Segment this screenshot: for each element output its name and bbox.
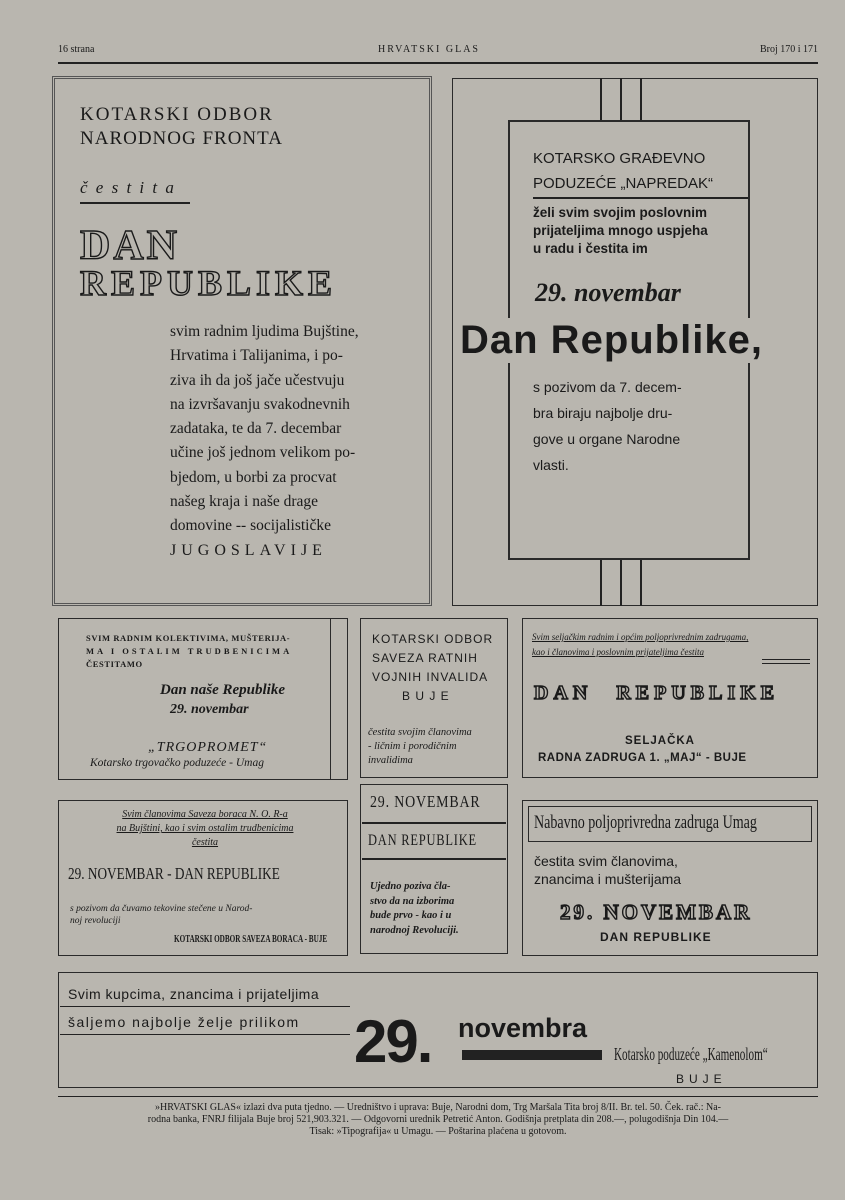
umag-line: čestita svim članovima, [534,853,678,869]
borci-script [68,808,342,850]
invalida-org-line: VOJNIH INVALIDA [372,670,489,684]
kamenolom-company: Kotarsko poduzeće „Kamenolom“ [614,1044,768,1064]
maj-org2: RADNA ZADRUGA 1. „MAJ“ - BUJE [538,752,747,764]
page-number: 16 strana [58,44,95,55]
fronta-body-line: učine još jednom velikom po- [170,444,356,462]
kamenolom-bar [462,1050,602,1060]
trgopromet-company: „TRGOPROMET“ [148,740,268,755]
trgopromet-top-line: MA I OSTALIM TRUDBENICIMA [86,646,293,656]
fronta-body-line: JUGOSLAVIJE [170,541,327,559]
invalida-org-line: KOTARSKI ODBOR [372,632,494,646]
page-header [58,44,818,62]
fronta-org-line2: NARODNOG FRONTA [80,128,283,149]
kamenolom-month: novembra [458,1013,588,1043]
fronta-body-line: Hrvatima i Talijanima, i po- [170,347,343,365]
borci-call-line: s pozivom da čuvamo tekovine stečene u Narod- [70,904,253,914]
invalida-end-line: stvo da na izborima [370,895,455,907]
fronta-body-line: na izvršavanju svakodnevnih [170,395,350,413]
borci-call [70,903,340,927]
umag-date: 29. NOVEMBAR [560,900,753,924]
umag-name: Nabavno poljoprivredna zadruga Umag [534,812,757,833]
fronta-dan: DAN [80,223,180,269]
footer-line: »HRVATSKI GLAS« izlazi dva puta tjedno. — Uredništvo i uprava: Buje, Narodni dom, Trg Maršala Tita broj 8/II. Br. tel. 50. Ček. rač.: Na- [155,1102,721,1113]
maj-script [532,630,812,660]
kamenolom-number: 29. [354,1008,432,1075]
umag-line: znancima i mušterijama [534,871,682,887]
footer-line: Tisak: »Tipografija« u Umagu. — Poštarina plaćena u gotovom. [309,1126,567,1137]
maj-script-line: kao i članovima i poslovnim prijateljima čestita [532,647,704,657]
invalida-end-line: narodnoj Revoluciji. [370,924,459,936]
napredak-big: Dan Republike, [460,318,763,362]
umag-dan: DAN REPUBLIKE [600,930,712,944]
fronta-body-line: svim radnim ljudima Bujštine, [170,323,359,340]
trgopromet-top-line: ČESTITAMO [86,659,143,669]
trgopromet-top [86,632,326,671]
footer-line: rodna banka, FNRJ filijala Buje broj 521,903.321. — Odgovorni urednik Petretić Anton. Godišnja pretplata din 208.—, polugodišnja Din 104.— [147,1114,729,1125]
fronta-congrats: č e s t i t a [80,178,176,197]
maj-org1: SELJAČKA [625,735,695,747]
invalida-org [372,630,502,706]
trgopromet-top-line: SVIM RADNIM KOLEKTIVIMA, MUŠTERIJA- [86,633,291,643]
invalida-org-line: SAVEZA RATNIH [372,651,478,665]
napredak-wish-line: u radu i čestita im [533,241,648,256]
borci-script-line: čestita [191,837,219,848]
fronta-rule [80,202,190,204]
napredak-call-line: s pozivom da 7. decem- [533,379,682,395]
borci-call-line: noj revoluciji [70,916,121,926]
napredak-wish [533,204,753,258]
napredak-name-line1: KOTARSKO GRAĐEVNO [533,150,706,167]
fronta-body-line: ziva ih da još jače učestvuju [170,371,345,389]
invalida-org-line: B U J E [402,689,450,703]
borci-signature: KOTARSKI ODBOR SAVEZA BORACA - BUJE [174,934,328,945]
fronta-body-line: domovine -- socijalističke [170,517,331,535]
borci-script-line: Svim članovima Saveza boraca N. O. R-a [122,809,288,820]
napredak-name-line2: PODUZEĆE „NAPREDAK“ [533,175,714,192]
umag-lines [534,852,804,888]
issue-number: Broj 170 i 171 [759,44,818,55]
invalida-script [368,726,504,768]
maj-script-line: Svim seljačkim radnim i općim poljoprivrednim zadrugama, [532,632,749,642]
fronta-body [170,320,400,563]
napredak-wish-line: želi svim svojim poslovnim [533,205,708,220]
kamenolom-line2: šaljemo najbolje želje prilikom [68,1014,300,1030]
invalida-script-line: čestita svojim članovima [368,727,472,738]
napredak-call-line: gove u organe Narodne [533,431,681,447]
invalida-script-line: - ličnim i porodičnim [368,741,457,752]
invalida-end [370,880,506,938]
maj-dan-republike: DAN REPUBLIKE [534,682,780,704]
fronta-body-line: našeg kraja i naše drage [170,493,319,511]
kamenolom-line1: Svim kupcima, znancima i prijateljima [68,986,320,1002]
borci-headline: 29. NOVEMBAR - DAN REPUBLIKE [68,864,280,883]
kamenolom-city: BUJE [676,1072,727,1086]
invalida-date: 29. NOVEMBAR [370,792,481,811]
invalida-script-line: invalidima [368,755,413,766]
fronta-republike: REPUBLIKE [80,263,338,303]
trgopromet-sub: Kotarsko trgovačko poduzeće - Umag [90,757,264,769]
napredak-wish-line: prijateljima mnogo uspjeha [533,223,708,238]
invalida-end-line: Ujedno poziva čla- [370,881,451,892]
napredak-call [533,374,743,478]
napredak-call-line: bra biraju najbolje dru- [533,405,673,421]
footer-imprint [58,1102,818,1138]
header-rule [58,62,818,64]
borci-script-line: na Bujštini, kao i svim ostalim trudbenicima [116,823,294,834]
fronta-body-line: zadataka, te da 7. decembar [170,420,342,438]
napredak-date: 29. novembar [535,278,681,307]
newspaper-title: HRVATSKI GLAS [378,44,480,55]
trgopromet-script1: Dan naše Republike [160,682,286,698]
invalida-end-line: bude prvo - kao i u [370,910,452,921]
fronta-org-line1: KOTARSKI ODBOR [80,104,274,125]
invalida-dan: DAN REPUBLIKE [368,832,477,849]
fronta-body-line: bjedom, u borbi za procvat [170,468,337,486]
trgopromet-script2: 29. novembar [170,702,249,717]
napredak-call-line: vlasti. [533,457,569,473]
